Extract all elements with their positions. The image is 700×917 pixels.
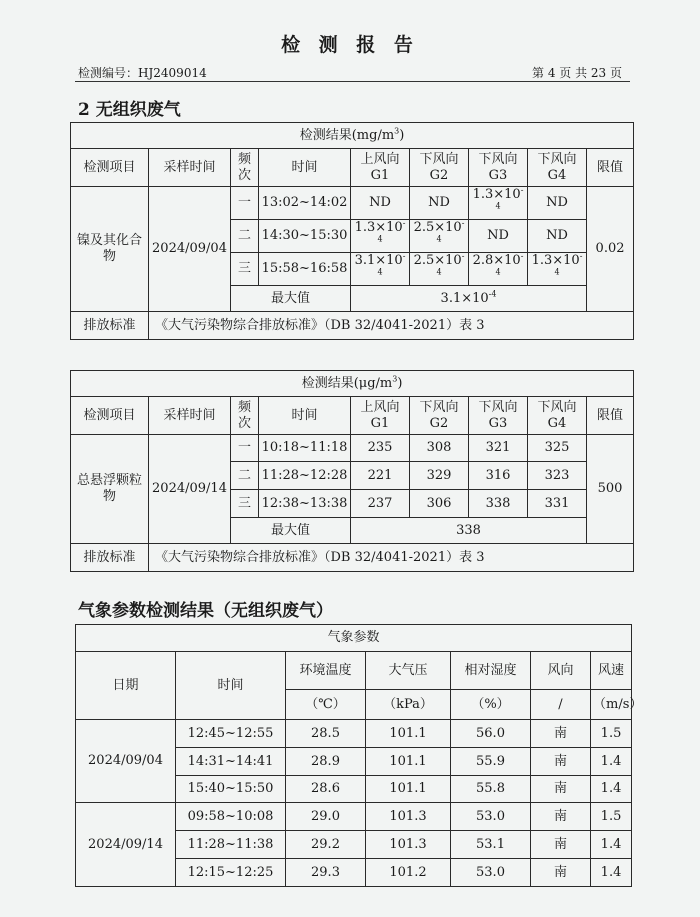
table-cell: 306 — [410, 490, 469, 518]
table-cell: 101.1 — [366, 776, 451, 803]
table-cell: 1.4 — [591, 776, 632, 803]
table-cell: 321 — [469, 435, 528, 462]
table-cell: 55.9 — [451, 748, 531, 776]
table-cell: 101.1 — [366, 720, 451, 748]
table-caption: 检测结果$(\mu g/m^3)$ — [71, 371, 634, 397]
standard-text: 《大气污染物综合排放标准》（DB 32/4041-2021）表 3 — [149, 544, 634, 572]
nickel-results-table — [70, 122, 634, 340]
table-cell: 南 — [531, 776, 591, 803]
table-cell: $1.3\times 10^{-4}$ — [469, 187, 528, 220]
table-cell: 55.8 — [451, 776, 531, 803]
col-header-humidity: 相对湿度 — [451, 652, 531, 690]
table-cell: 1.5 — [591, 720, 632, 748]
section-title-fugitive-gas: 2 无组织废气 — [78, 100, 181, 120]
tsp-results-table — [70, 370, 634, 572]
table-cell: ND — [410, 187, 469, 220]
table-cell: 316 — [469, 462, 528, 490]
max-value: $3.1\times 10^{-4}$ — [351, 286, 587, 312]
table-cell: 1.4 — [591, 831, 632, 859]
table-cell: 101.2 — [366, 859, 451, 887]
table-cell: $1.3\times 10^{-4}$ — [528, 253, 587, 286]
header-divider — [75, 81, 630, 82]
standard-text: 《大气污染物综合排放标准》（DB 32/4041-2021）表 3 — [149, 312, 634, 340]
sample-date: 2024/09/14 — [149, 435, 231, 544]
table-cell: $2.8\times 10^{-4}$ — [469, 253, 528, 286]
table-cell: ND — [528, 187, 587, 220]
col-header-g2: 下风向G2 — [410, 397, 469, 435]
sample-date: 2024/09/04 — [149, 187, 231, 312]
table-cell: 12:15~12:25 — [176, 859, 286, 887]
table-cell: 235 — [351, 435, 410, 462]
col-header-time: 时间 — [259, 397, 351, 435]
table-cell: 三 — [231, 490, 259, 518]
col-header-g3: 下风向G3 — [469, 149, 528, 187]
col-header-g1: 上风向G1 — [351, 149, 410, 187]
col-header-freq: 频次 — [231, 149, 259, 187]
table-cell: ND — [528, 220, 587, 253]
table-cell: 28.6 — [286, 776, 366, 803]
unit-temp: （℃） — [286, 690, 366, 720]
weather-params-table — [75, 624, 643, 887]
col-header-time: 时间 — [176, 652, 286, 720]
page-indicator: 第 4 页 共 23 页 — [532, 66, 622, 80]
table-cell: 28.9 — [286, 748, 366, 776]
col-header-date: 日期 — [76, 652, 176, 720]
col-header-item: 检测项目 — [71, 397, 149, 435]
col-header-g2: 下风向G2 — [410, 149, 469, 187]
test-item: 镍及其化合物 — [71, 187, 149, 312]
table-cell: 329 — [410, 462, 469, 490]
max-label: 最大值 — [231, 518, 351, 544]
table-cell: 28.5 — [286, 720, 366, 748]
table-cell: $3.1\times 10^{-4}$ — [351, 253, 410, 286]
table-cell: 一 — [231, 187, 259, 220]
table-cell: $1.3\times 10^{-4}$ — [351, 220, 410, 253]
table-cell: 29.3 — [286, 859, 366, 887]
section-title-weather: 气象参数检测结果（无组织废气） — [78, 601, 333, 621]
table-cell: 53.0 — [451, 803, 531, 831]
limit-value: 500 — [587, 435, 634, 544]
table-cell: 1.5 — [591, 803, 632, 831]
report-title: 检 测 报 告 — [281, 34, 419, 56]
table-caption: 检测结果$(mg/m^3)$ — [71, 123, 634, 149]
table-cell: 325 — [528, 435, 587, 462]
max-value: 338 — [351, 518, 587, 544]
table-cell: 南 — [531, 748, 591, 776]
table-cell: 二 — [231, 462, 259, 490]
col-header-g4: 下风向G4 — [528, 397, 587, 435]
table-caption: 气象参数 — [76, 625, 632, 652]
unit-humidity: （%） — [451, 690, 531, 720]
table-cell: 338 — [469, 490, 528, 518]
table-cell: 1.4 — [591, 859, 632, 887]
table-cell: 13:02~14:02 — [259, 187, 351, 220]
table-cell: 11:28~11:38 — [176, 831, 286, 859]
table-cell: 南 — [531, 859, 591, 887]
standard-label: 排放标准 — [71, 544, 149, 572]
table-cell: 29.0 — [286, 803, 366, 831]
table-cell: $2.5\times 10^{-4}$ — [410, 253, 469, 286]
table-cell: ND — [351, 187, 410, 220]
table-cell: 14:31~14:41 — [176, 748, 286, 776]
table-cell: 南 — [531, 803, 591, 831]
table-cell: 1.4 — [591, 748, 632, 776]
col-header-date: 采样时间 — [149, 149, 231, 187]
col-header-temp: 环境温度 — [286, 652, 366, 690]
table-cell: 三 — [231, 253, 259, 286]
weather-date: 2024/09/04 — [76, 720, 176, 803]
col-header-g3: 下风向G3 — [469, 397, 528, 435]
col-header-date: 采样时间 — [149, 397, 231, 435]
table-cell: 一 — [231, 435, 259, 462]
table-cell: 12:38~13:38 — [259, 490, 351, 518]
unit-pressure: （kPa） — [366, 690, 451, 720]
unit-wind-speed: （m/s） — [591, 690, 632, 720]
table-cell: 53.1 — [451, 831, 531, 859]
table-cell: 二 — [231, 220, 259, 253]
col-header-limit: 限值 — [587, 397, 634, 435]
table-cell: 323 — [528, 462, 587, 490]
table-cell: 南 — [531, 831, 591, 859]
max-label: 最大值 — [231, 286, 351, 312]
table-cell: 237 — [351, 490, 410, 518]
table-cell: 101.3 — [366, 803, 451, 831]
report-number: 检测编号：HJ2409014 — [78, 66, 207, 80]
col-header-wind-speed: 风速 — [591, 652, 632, 690]
weather-date: 2024/09/14 — [76, 803, 176, 887]
limit-value: 0.02 — [587, 187, 634, 312]
col-header-wind-dir: 风向 — [531, 652, 591, 690]
col-header-limit: 限值 — [587, 149, 634, 187]
table-cell: 10:18~11:18 — [259, 435, 351, 462]
col-header-g1: 上风向G1 — [351, 397, 410, 435]
table-cell: 12:45~12:55 — [176, 720, 286, 748]
col-header-item: 检测项目 — [71, 149, 149, 187]
table-cell: 11:28~12:28 — [259, 462, 351, 490]
table-cell: 15:40~15:50 — [176, 776, 286, 803]
table-cell: 221 — [351, 462, 410, 490]
table-cell: 308 — [410, 435, 469, 462]
table-cell: 101.3 — [366, 831, 451, 859]
table-cell: 331 — [528, 490, 587, 518]
standard-label: 排放标准 — [71, 312, 149, 340]
table-cell: 101.1 — [366, 748, 451, 776]
table-cell: $2.5\times 10^{-4}$ — [410, 220, 469, 253]
table-cell: 53.0 — [451, 859, 531, 887]
col-header-g4: 下风向G4 — [528, 149, 587, 187]
col-header-pressure: 大气压 — [366, 652, 451, 690]
col-header-time: 时间 — [259, 149, 351, 187]
table-cell: 南 — [531, 720, 591, 748]
col-header-freq: 频次 — [231, 397, 259, 435]
test-item: 总悬浮颗粒物 — [71, 435, 149, 544]
table-cell: 56.0 — [451, 720, 531, 748]
table-cell: 14:30~15:30 — [259, 220, 351, 253]
unit-wind-dir: / — [531, 690, 591, 720]
table-cell: ND — [469, 220, 528, 253]
table-cell: 09:58~10:08 — [176, 803, 286, 831]
table-cell: 15:58~16:58 — [259, 253, 351, 286]
table-cell: 29.2 — [286, 831, 366, 859]
